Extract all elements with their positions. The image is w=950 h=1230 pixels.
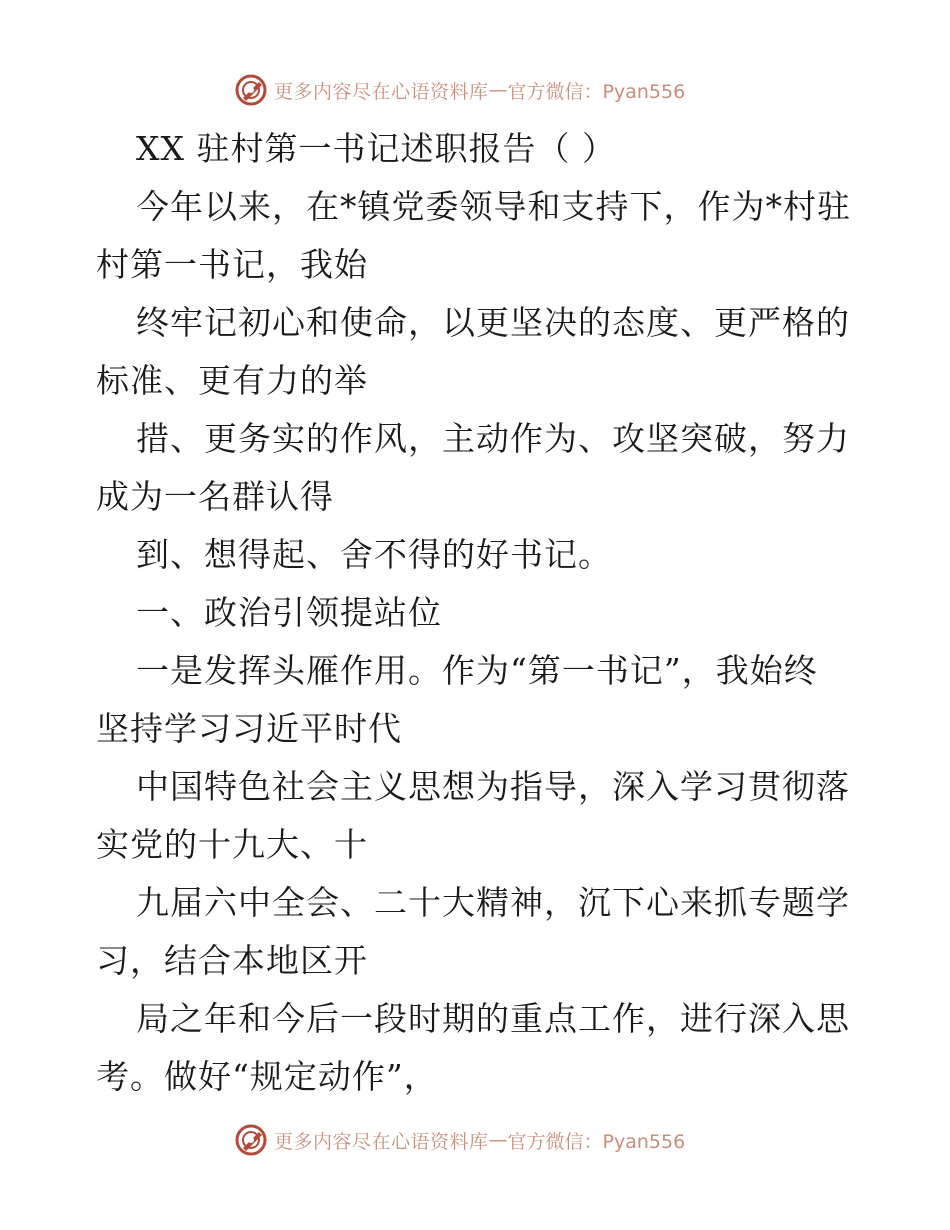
brand-logo-icon bbox=[234, 73, 268, 107]
paragraph-line: 中国特色社会主义思想为指导，深入学习贯彻落 bbox=[136, 767, 850, 806]
paragraph-line: 终牢记初心和使命，以更坚决的态度、更严格的 bbox=[136, 303, 850, 342]
banner-contact-text: 官方微信：Pyan556 bbox=[507, 1130, 686, 1153]
paragraph-line: 习，结合本地区开 bbox=[96, 941, 368, 980]
document-body bbox=[96, 120, 856, 1106]
banner-brand-text: 更多内容尽在心语资料库 bbox=[274, 1130, 489, 1153]
document-title: XX 驻村第一书记述职报告（ ） bbox=[136, 129, 616, 168]
paragraph-line: 措、更务实的作风，主动作为、攻坚突破，努力 bbox=[136, 419, 850, 458]
paragraph-line: 到、想得起、舍不得的好书记。 bbox=[136, 535, 612, 574]
section-heading: 一、政治引领提站位 bbox=[136, 593, 442, 632]
paragraph-line: 实党的十九大、十 bbox=[96, 825, 368, 864]
paragraph-line: 村第一书记，我始 bbox=[96, 245, 368, 284]
paragraph-line: 考。做好“规定动作”， bbox=[96, 1057, 438, 1096]
paragraph-line: 一是发挥头雁作用。作为“第一书记”，我始终 bbox=[136, 651, 818, 690]
paragraph-line: 坚持学习习近平时代 bbox=[96, 709, 402, 748]
paragraph-line: 标准、更有力的举 bbox=[96, 361, 368, 400]
paragraph-line: 今年以来，在*镇党委领导和支持下，作为*村驻 bbox=[136, 187, 851, 226]
paragraph-line: 局之年和今后一段时期的重点工作，进行深入思 bbox=[136, 999, 850, 1038]
banner-separator: — bbox=[488, 79, 508, 101]
header-watermark-banner bbox=[234, 70, 685, 110]
banner-brand-text: 更多内容尽在心语资料库 bbox=[274, 80, 489, 103]
brand-logo-icon bbox=[234, 1123, 268, 1157]
footer-watermark-banner bbox=[234, 1120, 685, 1160]
banner-contact-text: 官方微信：Pyan556 bbox=[507, 80, 686, 103]
banner-separator: — bbox=[488, 1129, 508, 1151]
paragraph-line: 九届六中全会、二十大精神，沉下心来抓专题学 bbox=[136, 883, 850, 922]
paragraph-line: 成为一名群认得 bbox=[96, 477, 334, 516]
